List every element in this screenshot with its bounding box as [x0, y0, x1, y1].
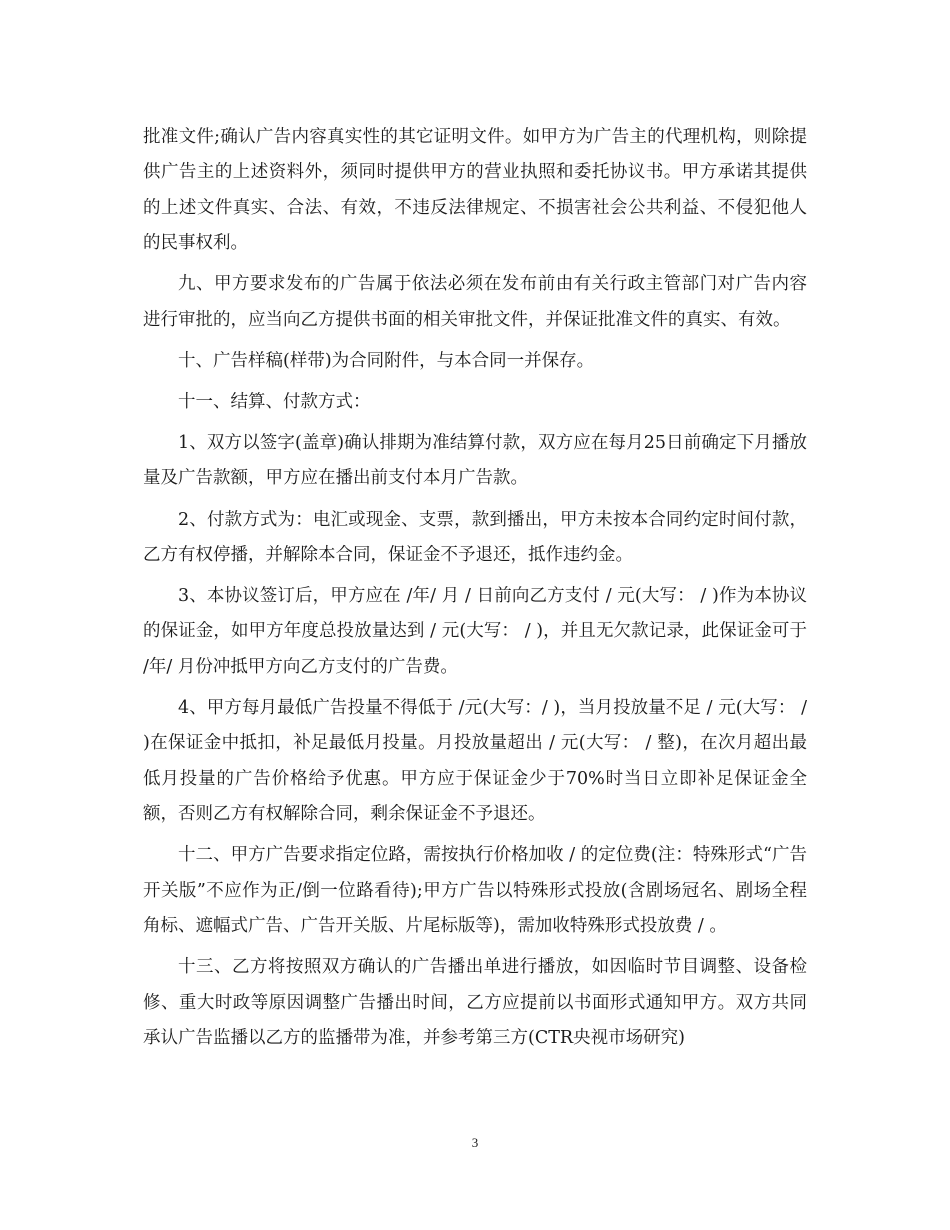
- paragraph: 4、甲方每月最低广告投量不得低于 /元(大写：/ )，当月投放量不足 / 元(大写： / )在保证金中抵扣，补足最低月投量。月投放量超出 / 元(大写： / 整)，在次月超出最低月投量的广告价格给予优惠。甲方应于保证金少于70%时当日立即补足保证金全额，否则乙方有权解除合同，剩余保证金不予退还。: [143, 697, 807, 825]
- paragraph: 十一、结算、付款方式：: [178, 391, 371, 412]
- paragraph: 九、甲方要求发布的广告属于依法必须在发布前由有关行政主管部门对广告内容进行审批的，应当向乙方提供书面的相关审批文件，并保证批准文件的真实、有效。: [143, 274, 807, 330]
- paragraph: 十二、甲方广告要求指定位路，需按执行价格加收 / 的定位费(注：特殊形式“广告开关版”不应作为正/倒一位路看待);甲方广告以特殊形式投放(含剧场冠名、剧场全程角标、遮幅式广告、广告开关版、片尾标版等)，需加收特殊形式投放费 / 。: [143, 845, 807, 937]
- paragraph: 十、广告样稿(样带)为合同附件，与本合同一并保存。: [178, 350, 595, 371]
- paragraph: 2、付款方式为：电汇或现金、支票，款到播出，甲方未按本合同约定时间付款，乙方有权停播，并解除本合同，保证金不予退还，抵作违约金。: [143, 509, 807, 565]
- paragraph: 3、本协议签订后，甲方应在 /年/ 月 / 日前向乙方支付 / 元(大写： / )作为本协议的保证金，如甲方年度总投放量达到 / 元(大写： / )，并且无欠款记录，此保证金可于 /年/ 月份冲抵甲方向乙方支付的广告费。: [143, 586, 807, 677]
- document-body: [143, 120, 807, 1062]
- paragraph: 批准文件;确认广告内容真实性的其它证明文件。如甲方为广告主的代理机构，则除提供广告主的上述资料外，须同时提供甲方的营业执照和委托协议书。甲方承诺其提供的上述文件真实、合法、有效，不违反法律规定、不损害社会公共利益、不侵犯他人的民事权利。: [143, 127, 807, 254]
- page-number: 3: [471, 1135, 479, 1150]
- paragraph: 十三、乙方将按照双方确认的广告播出单进行播放，如因临时节目调整、设备检修、重大时政等原因调整广告播出时间，乙方应提前以书面形式通知甲方。双方共同承认广告监播以乙方的监播带为准，并参考第三方(CTR央视市场研究): [143, 957, 807, 1048]
- paragraph: 1、双方以签字(盖章)确认排期为准结算付款，双方应在每月25日前确定下月播放量及广告款额，甲方应在播出前支付本月广告款。: [143, 433, 807, 489]
